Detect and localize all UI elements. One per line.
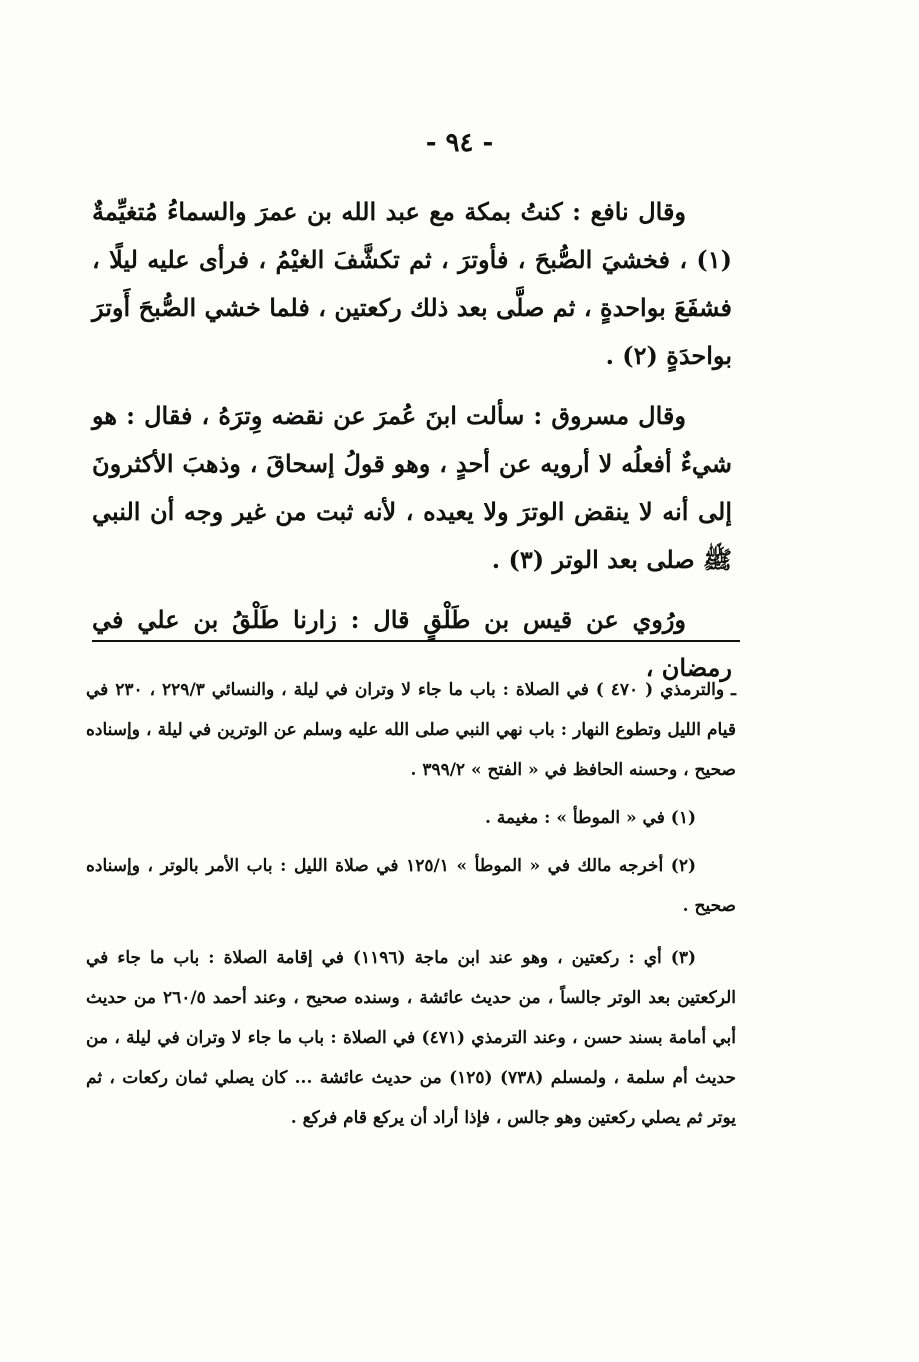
footnote-3: (٣) أي : ركعتين ، وهو عند ابن ماجة (١١٩٦) في إقامة الصلاة : باب ما جاء في الركعتين بعد الوتر جالساً ، من حديث عائشة ، وسنده صحيح ، وعند أحمد ٢٦٠/٥ من حديث أبي أمامة بسند حسن ، وعند الترمذي (٤٧١) في الصلاة : باب ما جاء لا وتران في ليلة ، من حديث أم سلمة ، ولمسلم (٧٣٨) (١٢٥) من حديث عائشة ... كان يصلي ثمان ركعات ، ثم يوتر ثم يصلي ركعتين وهو جالس ، فإذا أراد أن يركع قام فركع . — [86, 948, 736, 1128]
paragraph-masruq: وقال مسروق : سألت ابنَ عُمرَ عن نقضه وِترَهُ ، فقال : هو شيءٌ أفعلُه لا أرويه عن أحدٍ ، وهو قولُ إسحاقَ ، وذهبَ الأكثرونَ إلى أنه لا ينقض الوترَ ولا يعيده ، لأنه ثبت من غير وجه أن النبي ﷺ صلى بعد الوتر (٣) . — [92, 401, 732, 574]
footnote-continuation: ـ والترمذي ( ٤٧٠ ) في الصلاة : باب ما جاء لا وتران في ليلة ، والنسائي ٢٢٩/٣ ، ٢٣٠ في قيام الليل وتطوع النهار : باب نهي النبي صلى الله عليه وسلم عن الوترين في ليلة ، وإسناده صحيح ، وحسنه الحافظ في « الفتح » ٣٩٩/٢ . — [86, 680, 736, 780]
main-text-body — [92, 188, 732, 704]
paragraph-qays: ورُوي عن قيس بن طَلْقٍ قال : زارنا طَلْقُ بن علي في رمضان ، — [92, 605, 732, 682]
footnote-divider — [92, 640, 740, 642]
paragraph-nafi: وقال نافع : كنتُ بمكة مع عبد الله بن عمرَ والسماءُ مُتغيِّمةٌ (١) ، فخشيَ الصُّبحَ ، فأوترَ ، ثم تكشَّفَ الغيْمُ ، فرأى عليه ليلًا ، فشفَعَ بواحدةٍ ، ثم صلَّى بعد ذلك ركعتين ، فلما خشي الصُّبحَ أَوترَ بواحدَةٍ (٢) . — [92, 197, 732, 370]
footnote-1: (١) في « الموطأ » : مغيمة . — [484, 808, 696, 828]
footnote-2: (٢) أخرجه مالك في « الموطأ » ١٢٥/١ في صلاة الليل : باب الأمر بالوتر ، وإسناده صحيح . — [86, 856, 736, 916]
footnotes-section — [86, 670, 736, 1146]
page-number: - ٩٤ - — [425, 128, 494, 158]
